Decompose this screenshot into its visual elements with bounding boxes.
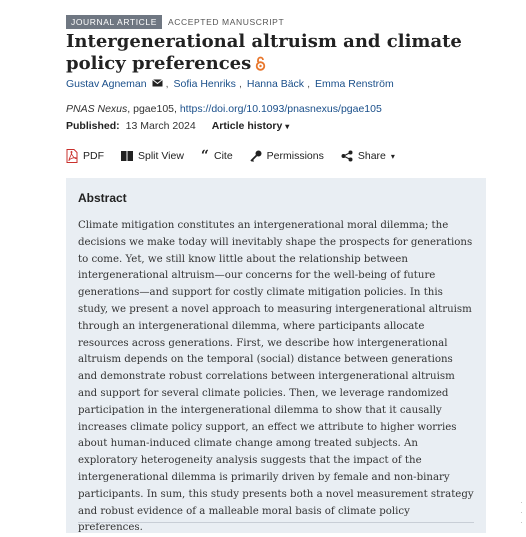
article-id: , pgae105, xyxy=(127,103,180,115)
published-date: 13 March 2024 xyxy=(125,120,196,132)
caret-down-icon: ▾ xyxy=(390,151,395,161)
share-icon xyxy=(341,150,353,162)
scroll-indicator: · · · xyxy=(520,497,523,527)
share-label: Share xyxy=(357,150,386,162)
article-title xyxy=(66,31,466,77)
caret-down-icon: ▾ xyxy=(285,122,290,131)
article-tags xyxy=(66,15,284,29)
author-separator: , xyxy=(238,78,242,90)
pdf-icon xyxy=(66,149,78,163)
abstract-section xyxy=(66,178,486,533)
quote-icon: “ xyxy=(200,148,209,164)
manuscript-status-label: ACCEPTED MANUSCRIPT xyxy=(168,17,285,27)
split-view-button[interactable] xyxy=(121,150,184,162)
abstract-heading: Abstract xyxy=(78,191,127,205)
author-link[interactable]: Emma Renström xyxy=(314,78,394,90)
key-icon xyxy=(250,150,262,162)
doi-link[interactable]: https://doi.org/10.1093/pnasnexus/pgae105 xyxy=(179,103,382,115)
author-separator: , xyxy=(307,78,310,90)
article-type-badge: JOURNAL ARTICLE xyxy=(66,15,162,29)
cite-button[interactable] xyxy=(201,150,233,162)
publication-info xyxy=(66,120,289,132)
pdf-label: PDF xyxy=(83,150,104,162)
pdf-button[interactable] xyxy=(66,149,104,163)
mail-icon[interactable] xyxy=(152,78,163,90)
share-button[interactable] xyxy=(341,150,395,162)
author-list xyxy=(66,78,394,90)
citation-line xyxy=(66,103,382,115)
abstract-text: Climate mitigation constitutes an intergenerational moral dilemma; the decisions we make today will inevitably shape the prospects for generations to come. Yet, we still know little about the relationship between intergenerational altruism—our concerns for the well-being of future generations—and support for costly climate mitigation policies. In this study, we present a novel approach to measuring intergenerational altruism through an intergenerational dilemma, where participants allocate resources across generations. First, we describe how intergenerational altruism depends on the temporal (social) distance between generations and demonstrate robust correlations between intergenerational altruism and support for several climate policies. Then, we leverage randomized participation in the intergenerational dilemma to show that it causally increases climate policy support, an effect we attribute to higher worries about human-induced climate change among treated subjects. An exploratory heterogeneity analysis suggests that the impact of the intergenerational dilemma is primarily driven by female and non-binary participants. In sum, this study presents both a novel measurement strategy and robust evidence of a malleable moral basis of climate policy preferences. xyxy=(78,220,474,534)
abstract-divider xyxy=(78,522,474,523)
open-access-icon xyxy=(255,55,266,77)
cite-label: Cite xyxy=(213,150,233,162)
published-label: Published: xyxy=(66,120,120,132)
journal-name: PNAS Nexus xyxy=(66,103,128,115)
split-view-icon xyxy=(121,151,133,161)
author-link[interactable]: Sofia Henriks xyxy=(173,78,236,90)
article-history-dropdown[interactable] xyxy=(212,120,290,132)
article-history-label: Article history xyxy=(211,120,283,132)
permissions-label: Permissions xyxy=(266,150,324,162)
permissions-button[interactable] xyxy=(250,150,324,162)
article-title-text: Intergenerational altruism and climate policy preferences xyxy=(66,31,462,74)
author-link[interactable]: Hanna Bäck xyxy=(246,78,305,90)
author-separator: , xyxy=(165,78,169,90)
article-toolbar xyxy=(66,149,412,163)
split-view-label: Split View xyxy=(138,150,184,162)
author-link[interactable]: Gustav Agneman xyxy=(66,78,147,90)
